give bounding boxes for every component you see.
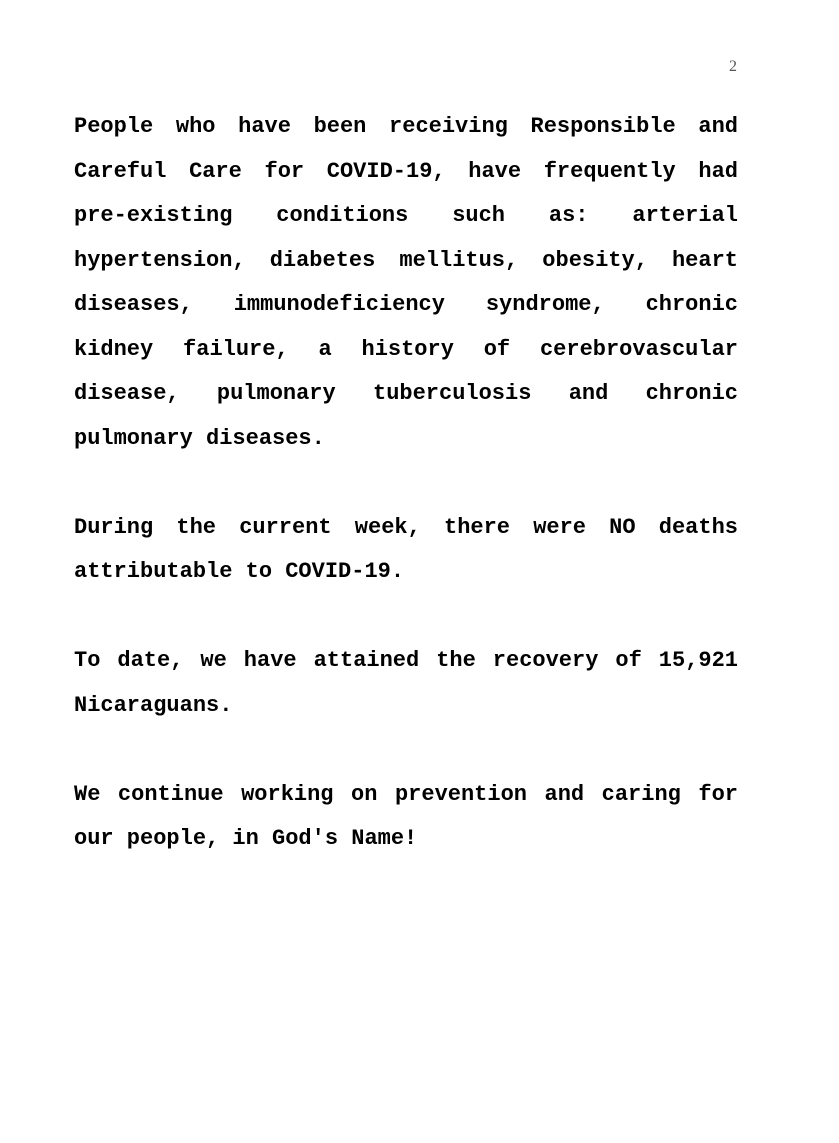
document-body [74,105,738,906]
paragraph-comorbidities: People who have been receiving Responsible and Careful Care for COVID-19, have frequently had pre-existing conditions such as: arterial hypertension, diabetes mellitus, obesity, heart diseases, immunodeficiency syndrome, chronic kidney failure, a history of cerebrovascular disease, pulmonary tuberculosis and chronic pulmonary diseases. [74,114,738,451]
page-number: 2 [729,58,737,75]
paragraph-recoveries: To date, we have attained the recovery of 15,921 Nicaraguans. [74,648,738,718]
paragraph-deaths: During the current week, there were NO deaths attributable to COVID-19. [74,514,738,584]
paragraph-closing: We continue working on prevention and caring for our people, in God's Name! [74,781,738,851]
